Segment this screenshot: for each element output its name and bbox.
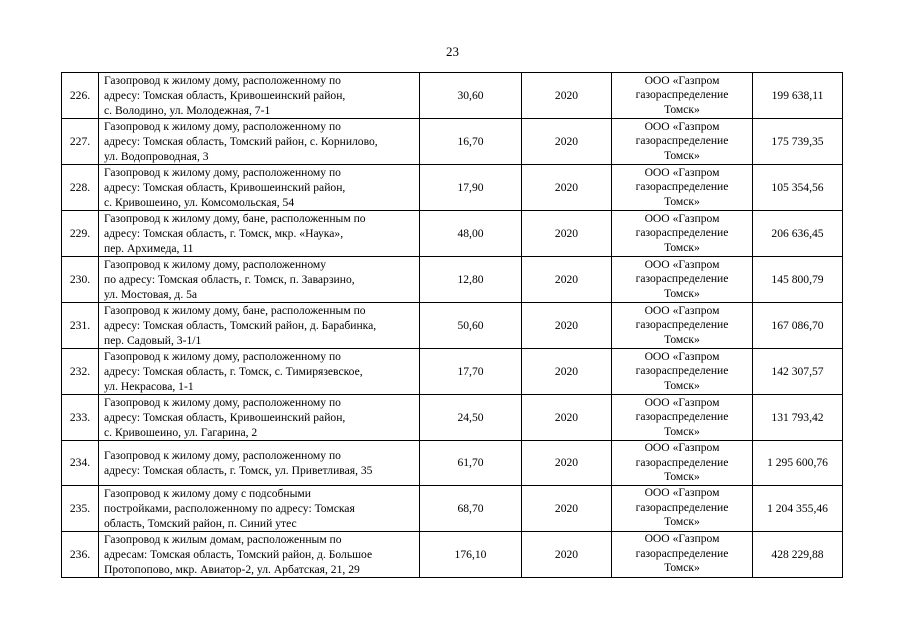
object-name-cell — [99, 485, 420, 531]
year-cell: 2020 — [522, 303, 612, 349]
organization-line: Томск» — [664, 470, 700, 483]
cost-cell: 1 295 600,76 — [753, 441, 843, 486]
year-cell: 2020 — [522, 119, 612, 165]
year-cell: 2020 — [522, 485, 612, 531]
organization-line: ООО «Газпром — [644, 532, 720, 546]
table-row — [62, 257, 843, 303]
organization-line: газораспределение — [635, 272, 729, 286]
cost-cell: 175 739,35 — [753, 119, 843, 165]
year-cell: 2020 — [522, 441, 612, 486]
organization-cell — [612, 303, 753, 349]
object-name-line: Газопровод к жилому дому, расположенному — [104, 258, 327, 271]
object-name-cell — [99, 395, 420, 441]
organization-line: Томск» — [664, 424, 700, 438]
year-cell: 2020 — [522, 165, 612, 211]
organization-line: Томск» — [664, 378, 700, 392]
table-row — [62, 73, 843, 119]
organization-line: Томск» — [664, 332, 700, 346]
row-number: 231. — [62, 303, 99, 349]
year-cell: 2020 — [522, 349, 612, 395]
organization-cell — [612, 441, 753, 486]
object-name-line: адресу: Томская область, г. Томск, мкр. «Наука», — [104, 227, 344, 240]
row-number: 228. — [62, 165, 99, 211]
organization-line: Томск» — [664, 148, 700, 162]
object-name-line: Газопровод к жилому дому, расположенному по — [104, 120, 341, 133]
row-number: 230. — [62, 257, 99, 303]
organization-line: Томск» — [664, 561, 700, 575]
object-name-cell — [99, 349, 420, 395]
organization-line: ООО «Газпром — [644, 303, 720, 317]
organization-line: Томск» — [664, 286, 700, 300]
object-name-line: ул. Некрасова, 1-1 — [104, 380, 194, 393]
organization-cell — [612, 119, 753, 165]
object-name-cell — [99, 73, 420, 119]
length-cell: 50,60 — [420, 303, 522, 349]
object-name-line: Газопровод к жилому дому, бане, расположенным по — [104, 304, 366, 317]
object-name-line: Газопровод к жилому дому, расположенному по — [104, 350, 341, 363]
organization-line: ООО «Газпром — [644, 257, 720, 271]
object-name-cell — [99, 165, 420, 211]
object-name-line: постройками, расположенному по адресу: Томская — [104, 501, 355, 515]
organization-line: ООО «Газпром — [644, 441, 720, 454]
row-number: 227. — [62, 119, 99, 165]
year-cell: 2020 — [522, 531, 612, 577]
table-row — [62, 211, 843, 257]
cost-cell: 428 229,88 — [753, 531, 843, 577]
object-name-line: адресу: Томская область, Кривошеинский район, — [104, 89, 346, 102]
year-cell: 2020 — [522, 257, 612, 303]
object-name-line: адресу: Томская область, Кривошеинский район, — [104, 411, 346, 424]
object-name-line: Газопровод к жилому дому, расположенному по — [104, 166, 341, 179]
length-cell: 16,70 — [420, 119, 522, 165]
table-row — [62, 395, 843, 441]
organization-cell — [612, 349, 753, 395]
cost-cell: 167 086,70 — [753, 303, 843, 349]
organization-line: газораспределение — [635, 410, 729, 424]
cost-cell: 199 638,11 — [753, 73, 843, 119]
organization-cell — [612, 485, 753, 531]
object-name-line: адресу: Томская область, Кривошеинский район, — [104, 181, 346, 194]
object-name-line: область, Томский район, п. Синий утес — [104, 516, 297, 530]
length-cell: 48,00 — [420, 211, 522, 257]
row-number: 232. — [62, 349, 99, 395]
object-name-line: адресу: Томская область, г. Томск, с. Тимирязевское, — [104, 365, 363, 378]
row-number: 226. — [62, 73, 99, 119]
object-name-line: ул. Водопроводная, 3 — [104, 150, 209, 163]
row-number: 229. — [62, 211, 99, 257]
object-name-line: Протопопово, мкр. Авиатор-2, ул. Арбатская, 21, 29 — [104, 562, 360, 576]
organization-line: газораспределение — [635, 134, 729, 148]
table-row — [62, 531, 843, 577]
organization-line: ООО «Газпром — [644, 211, 720, 225]
organization-line: Томск» — [664, 194, 700, 208]
object-name-line: Газопровод к жилому дому, расположенному по — [104, 74, 341, 87]
cost-cell: 131 793,42 — [753, 395, 843, 441]
organization-line: ООО «Газпром — [644, 73, 720, 87]
object-name-cell — [99, 211, 420, 257]
year-cell: 2020 — [522, 211, 612, 257]
object-name-line: с. Володино, ул. Молодежная, 7-1 — [104, 104, 271, 117]
organization-cell — [612, 211, 753, 257]
row-number: 233. — [62, 395, 99, 441]
table-row — [62, 303, 843, 349]
object-name-line: с. Кривошеино, ул. Комсомольская, 54 — [104, 196, 295, 209]
organization-line: газораспределение — [635, 88, 729, 102]
organization-line: ООО «Газпром — [644, 395, 720, 409]
row-number: 236. — [62, 531, 99, 577]
object-name-line: ул. Мостовая, д. 5а — [104, 288, 198, 301]
object-name-line: Газопровод к жилому дому, расположенному по — [104, 396, 341, 409]
organization-line: газораспределение — [635, 455, 729, 469]
table-row — [62, 485, 843, 531]
length-cell: 61,70 — [420, 441, 522, 486]
organization-line: газораспределение — [635, 546, 729, 560]
cost-cell: 142 307,57 — [753, 349, 843, 395]
object-name-cell — [99, 531, 420, 577]
length-cell: 17,70 — [420, 349, 522, 395]
gas-pipeline-table — [61, 72, 843, 578]
row-number: 234. — [62, 441, 99, 486]
cost-cell: 145 800,79 — [753, 257, 843, 303]
organization-cell — [612, 257, 753, 303]
organization-line: газораспределение — [635, 500, 729, 514]
table-row — [62, 165, 843, 211]
length-cell: 24,50 — [420, 395, 522, 441]
object-name-line: по адресу: Томская область, г. Томск, п. Заварзино, — [104, 273, 355, 286]
organization-line: газораспределение — [635, 318, 729, 332]
organization-cell — [612, 531, 753, 577]
organization-line: ООО «Газпром — [644, 349, 720, 363]
cost-cell: 1 204 355,46 — [753, 485, 843, 531]
organization-line: газораспределение — [635, 226, 729, 240]
organization-cell — [612, 395, 753, 441]
cost-cell: 105 354,56 — [753, 165, 843, 211]
object-name-line: Газопровод к жилым домам, расположенным по — [104, 532, 342, 546]
object-name-line: пер. Садовый, 3-1/1 — [104, 334, 202, 347]
cost-cell: 206 636,45 — [753, 211, 843, 257]
organization-cell — [612, 165, 753, 211]
object-name-line: с. Кривошеино, ул. Гагарина, 2 — [104, 426, 258, 439]
organization-line: Томск» — [664, 515, 700, 529]
organization-line: ООО «Газпром — [644, 165, 720, 179]
object-name-line: Газопровод к жилому дому, расположенному по — [104, 448, 341, 462]
organization-line: ООО «Газпром — [644, 119, 720, 133]
page-number: 23 — [446, 44, 459, 59]
length-cell: 176,10 — [420, 531, 522, 577]
organization-line: ООО «Газпром — [644, 486, 720, 500]
length-cell: 68,70 — [420, 485, 522, 531]
length-cell: 12,80 — [420, 257, 522, 303]
table-body — [62, 73, 843, 578]
organization-cell — [612, 73, 753, 119]
year-cell: 2020 — [522, 73, 612, 119]
object-name-line: пер. Архимеда, 11 — [104, 242, 194, 255]
row-number: 235. — [62, 485, 99, 531]
organization-line: Томск» — [664, 240, 700, 254]
object-name-line: адресу: Томская область, Томский район, д. Барабинка, — [104, 319, 377, 332]
length-cell: 17,90 — [420, 165, 522, 211]
object-name-line: Газопровод к жилому дому, бане, расположенным по — [104, 212, 366, 225]
table-row — [62, 349, 843, 395]
object-name-cell — [99, 441, 420, 486]
object-name-cell — [99, 303, 420, 349]
object-name-line: адресу: Томская область, Томский район, с. Корнилово, — [104, 135, 378, 148]
organization-line: газораспределение — [635, 364, 729, 378]
organization-line: газораспределение — [635, 180, 729, 194]
object-name-line: адресу: Томская область, г. Томск, ул. Приветливая, 35 — [104, 463, 373, 477]
object-name-cell — [99, 119, 420, 165]
object-name-cell — [99, 257, 420, 303]
organization-line: Томск» — [664, 102, 700, 116]
year-cell: 2020 — [522, 395, 612, 441]
object-name-line: Газопровод к жилому дому с подсобными — [104, 486, 311, 500]
table-row — [62, 119, 843, 165]
object-name-line: адресам: Томская область, Томский район, д. Большое — [104, 547, 373, 561]
table-row — [62, 441, 843, 486]
length-cell: 30,60 — [420, 73, 522, 119]
